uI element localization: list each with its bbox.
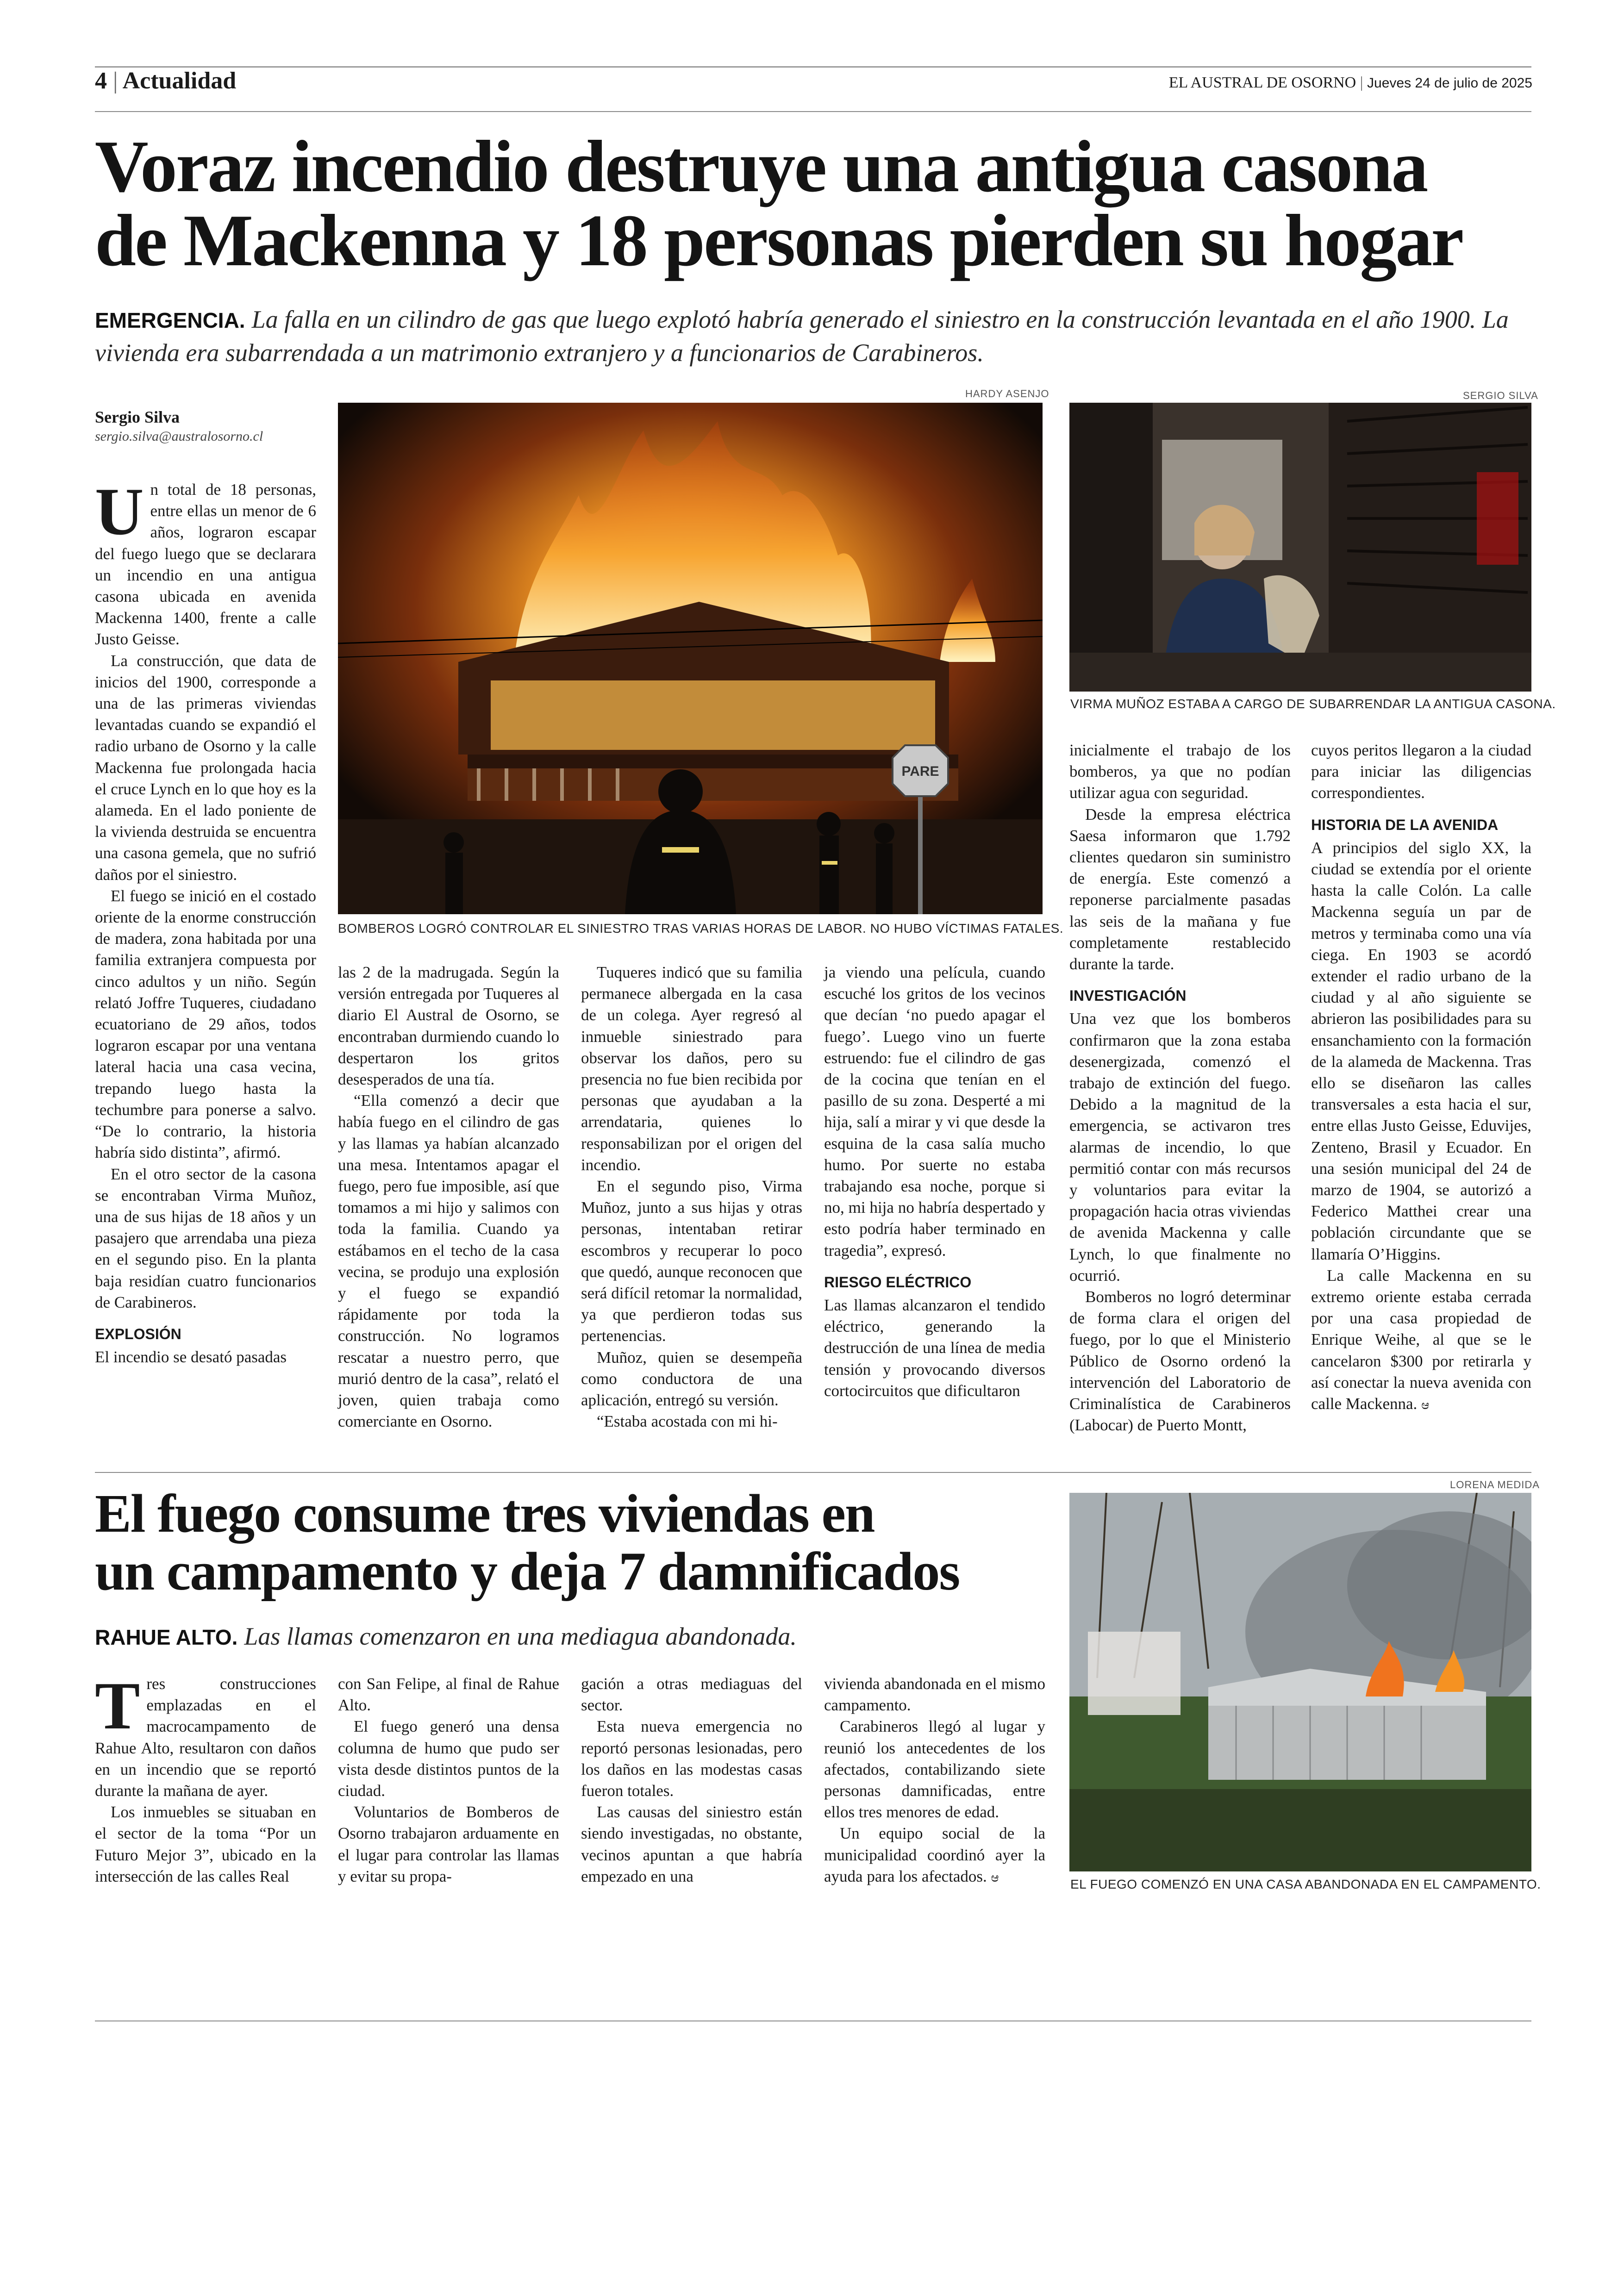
article1-col2-para1: las 2 de la madrugada. Según la versión entregada por Tuqueres al diario El Austral de Osorno, se encontraban durmiendo cuando lo despertaron los gritos desesperados de una tía. [338,963,559,1089]
article1-column-6 [1311,740,1531,1416]
article1-column-5 [1069,740,1291,1436]
side-photo-woman [1069,403,1531,692]
article1-col3-para4: “Estaba acostada con mi hi- [597,1412,778,1431]
article1-col6-para3: La calle Mackenna en su extremo oriente estaba cerrada por una casa propiedad de Enrique Weihe, al que se le cancelaron $300 por retirarla y así conectar la nueva avenida con calle Mackenna. ಆ [1311,1266,1531,1413]
campamento-photo-credit: LORENA MEDIDA [1450,1479,1540,1491]
article2-deck-text: Las llamas comenzaron en una mediagua abandonada. [244,1622,797,1650]
article2-col2-para1: con San Felipe, al final de Rahue Alto. [338,1675,559,1715]
article1-column-2 [338,962,559,1432]
article2-col1-para1: Tres construcciones emplazadas en el macrocampamento de Rahue Alto, resultaron con daños en un incendio que se reportó durante la mañana de ayer. [95,1668,316,1800]
article1-col2-para2: “Ella comenzó a decir que había fuego en el cilindro de gas y las llamas ya habían alcanzado una mesa. Intentamos apagar el fuego, pero fue imposible, así que tomamos a mi hijo y salimos con toda la familia. Cuando ya estábamos en el techo de la casa vecina, se produjo una explosión y el fuego se expandió rápidamente por toda la construcción. No logramos rescatar a nuestro perro, que murió dentro de la casa”, relató el joven, quien trabaja como comerciante en Osorno. [338,1091,559,1431]
main-photo-caption: BOMBEROS LOGRÓ CONTROLAR EL SINIESTRO TRAS VARIAS HORAS DE LABOR. NO HUBO VÍCTIMAS FATALES. [338,921,1064,935]
charred-room-illustration [1069,403,1531,692]
article1-col3-para1: Tuqueres indicó que su familia permanece albergada en la casa de un colega. Ayer regresó al inmueble siniestrado para observar los daños, pero su presencia no fue bien recibida por personas que ayudaban a la arrendataria, quienes lo responsabilizan por el origen del incendio. [581,963,802,1174]
subhead-investigacion: INVESTIGACIÓN [1069,987,1187,1004]
article1-col3-para2: En el segundo piso, Virma Muñoz, junto a sus hijas y otras personas, intentaban retirar escombros y recuperar lo poco que quedó, aunque reconocen que será difícil retomar la normalidad, ya que perdieron todas sus pertenencias. [581,1177,802,1345]
article2-col3-para3: Las causas del siniestro están siendo investigadas, no obstante, vecinos apuntan a que habría empezado en una [581,1803,802,1885]
article2-col3-para1: gación a otras mediaguas del sector. [581,1675,802,1715]
author-name: Sergio Silva [95,408,180,426]
stop-sign-text: PARE [901,764,939,779]
campamento-photo-caption: EL FUEGO COMENZÓ EN UNA CASA ABANDONADA EN EL CAMPAMENTO. [1070,1877,1541,1891]
subhead-explosion: EXPLOSIÓN [95,1325,181,1342]
article2-column-1 [95,1668,316,1887]
article1-deck-text: La falla en un cilindro de gas que luego explotó habría generado el siniestro en la construcción levantada en el año 1900. La vivienda era subarrendada a un matrimonio extranjero y a funcionarios de Carabineros. [95,306,1509,367]
article2-col3-para2: Esta nueva emergencia no reportó personas lesionadas, pero los daños en las modestas casas fueron totales. [581,1717,802,1800]
article2-column-4 [824,1673,1045,1888]
section-header: 4 | Actualidad [95,68,237,94]
publication-info: EL AUSTRAL DE OSORNO | Jueves 24 de julio de 2025 [1168,74,1532,91]
article2-col2-para3: Voluntarios de Bomberos de Osorno trabajaron arduamente en el lugar para controlar las llamas y evitar su propa- [338,1803,559,1885]
article1-col1-para1: Un total de 18 personas, entre ellas un menor de 6 años, lograron escapar del fuego luego que se declarara un incendio en una antigua casona ubicada en avenida Mackenna 1400, frente a calle Justo Geisse. [95,474,316,649]
campamento-scene-illustration [1069,1493,1531,1871]
article1-col3-para3: Muñoz, quien se desempeña como conductora de una aplicación, entregó su versión. [581,1348,802,1409]
article1-col1-para3: El fuego se inició en el costado oriente de la enorme construcción de madera, zona habitada por una familia extranjera compuesta por cinco adultos y un niño. Según relató Joffre Tuqueres, ciudadano ecuatoriano de 29 años, todos lograron escapar por una ventana lateral hacia una casa vecina, trepando luego hasta la techumbre para ponerse a salvo. “De lo contrario, la historia habría sido distinta”, afirmó. [95,886,316,1162]
fire-scene-illustration [338,403,1043,914]
main-photo-credit: HARDY ASENJO [965,388,1049,399]
subhead-riesgo-electrico: RIESGO ELÉCTRICO [824,1273,972,1291]
article1-headline-line1: Voraz incendio destruye una antigua casona [95,125,1427,207]
article2-end-mark: ಆ [991,1870,999,1884]
top-rule [95,66,1531,68]
article1-col5-para3: Una vez que los bomberos confirmaron que la zona estaba desenergizada, comenzó el trabajo de extinción del fuego. Debido a la magnitud de la emergencia, se activaron tres alarmas de incendio, lo que permitió contar con más recursos y voluntarios para evitar la propagación hacia otras viviendas de avenida Mackenna y calle Lynch, lo que finalmente no ocurrió. [1069,1010,1291,1285]
article1-col1-para5: El incendio se desató pasadas [95,1348,287,1366]
article1-headline-line2: de Mackenna y 18 personas pierden su hogar [95,199,1463,281]
side-photo-caption: VIRMA MUÑOZ ESTABA A CARGO DE SUBARRENDAR LA ANTIGUA CASONA. [1070,697,1556,711]
article1-col1-para2: La construcción, que data de inicios del 1900, corresponde a una de las primeras viviendas levantadas cuando se expandió el radio urbano de Osorno y la calle Mackenna fue prolongada hacia el cruce Lynch en lo que hoy es la alameda. En el lado poniente de la vivienda destruida se encuentra una casona gemela, que no sufrió daños por el siniestro. [95,651,316,884]
campamento-fire-photo [1069,1493,1531,1871]
article2-col4-para2: Carabineros llegó al lugar y reunió los antecedentes de los afectados, contabilizando siete personas damnificadas, entre ellos tres menores de edad. [824,1717,1045,1821]
article-divider [95,1472,1531,1473]
header-bottom-rule [95,111,1531,112]
article2-headline-line2: un campamento y deja 7 damnificados [95,1541,960,1602]
article1-col5-para2: Desde la empresa eléctrica Saesa informaron que 1.792 clientes quedaron sin suministro de energía. Este comenzó a reponerse parcialmente pasadas las seis de la mañana y fue completamente restablecido durante la tarde. [1069,805,1291,973]
article1-col5-para1: inicialmente el trabajo de los bomberos, ya que no podían utilizar agua con seguridad. [1069,741,1291,802]
article2-col1-para2: Los inmuebles se situaban en el sector de la toma “Por un Futuro Mejor 3”, ubicado en la intersección de las calles Real [95,1803,316,1885]
article1-kicker: EMERGENCIA. [95,308,245,332]
article1-col6-para1: cuyos peritos llegaron a la ciudad para iniciar las diligencias correspondientes. [1311,741,1531,802]
article2-headline-line1: El fuego consume tres viviendas en [95,1483,874,1544]
article1-column-3 [581,962,802,1432]
article2-dropcap: T [95,1668,140,1743]
subhead-historia-avenida: HISTORIA DE LA AVENIDA [1311,816,1499,833]
article1-col4-para1: ja viendo una película, cuando escuché los gritos de los vecinos que decían ‘no puedo apagar el fuego’. Luego vino un fuerte estruendo: fue el cilindro de gas de la cocina que tenían en el pasillo de su zona. Desperté a mi hija, salí a mirar y vi que desde la esquina de la casa salía mucho humo. Por suerte no estaba trabajando esa noche, porque si no, mi hija no habría despertado y esto podría haber terminado en tragedia”, expresó. [824,963,1045,1260]
page-number: 4 [95,68,107,94]
article2-column-2 [338,1673,559,1887]
article1-dropcap: U [95,474,144,549]
article2-column-3 [581,1673,802,1887]
article1-column-1 [95,474,316,1368]
publication-date: Jueves 24 de julio de 2025 [1367,75,1532,91]
article1-column-4 [824,962,1045,1402]
article2-col4-para1: vivienda abandonada en el mismo campamento. [824,1675,1045,1715]
article1-deck [95,303,1530,369]
article1-col6-para2: A principios del siglo XX, la ciudad se extendía por el oriente hasta la calle Colón. La calle Mackenna seguía un par de metros y terminaba como una vía ciega. En 1903 se acordó extender el radio urbano de la ciudad y al año siguiente se abrieron las posibilidades para su ensanchamiento con la formación de la alameda de Mackenna. Tras ello se diseñaron las calles transversales a esta hacia el sur, entre ellas Justo Geisse, Eduvijes, Zenteno, Brasil y Ecuador. En una sesión municipal del 24 de marzo de 1904, se autorizó a Federico Matthei crear una población circundante que se llamaría O’Higgins. [1311,838,1531,1263]
end-of-article-mark: ಆ [1421,1398,1430,1412]
article1-col4-para2: Las llamas alcanzaron el tendido eléctrico, generando la destrucción de una línea de media tensión y provocando diversos cortocircuitos que dificultaron [824,1296,1045,1400]
article2-col4-para3: Un equipo social de la municipalidad coordinó ayer la ayuda para los afectados. ಆ [824,1824,1045,1885]
main-fire-photo [338,403,1043,914]
publication-name: EL AUSTRAL DE OSORNO [1168,74,1356,91]
article2-deck [95,1620,1044,1653]
side-photo-credit: SERGIO SILVA [1463,390,1538,401]
article2-kicker: RAHUE ALTO. [95,1625,238,1649]
article2-col2-para2: El fuego generó una densa columna de humo que pudo ser vista desde distintos puntos de la ciudad. [338,1717,559,1800]
author-email[interactable]: sergio.silva@australosorno.cl [95,429,263,444]
section-name: Actualidad [122,68,237,94]
article1-col5-para4: Bomberos no logró determinar de forma clara el origen del fuego, por lo que el Ministerio Público de Osorno ordenó la intervención del Laboratorio de Criminalística de Carabineros (Labocar) de Puerto Montt, [1069,1288,1291,1434]
article1-col1-para4: En el otro sector de la casona se encontraban Virma Muñoz, una de sus hijas de 18 años y un pasajero que arrendaba una pieza en el segundo piso. En la planta baja residían cuatro funcionarios de Carabineros. [95,1165,316,1311]
